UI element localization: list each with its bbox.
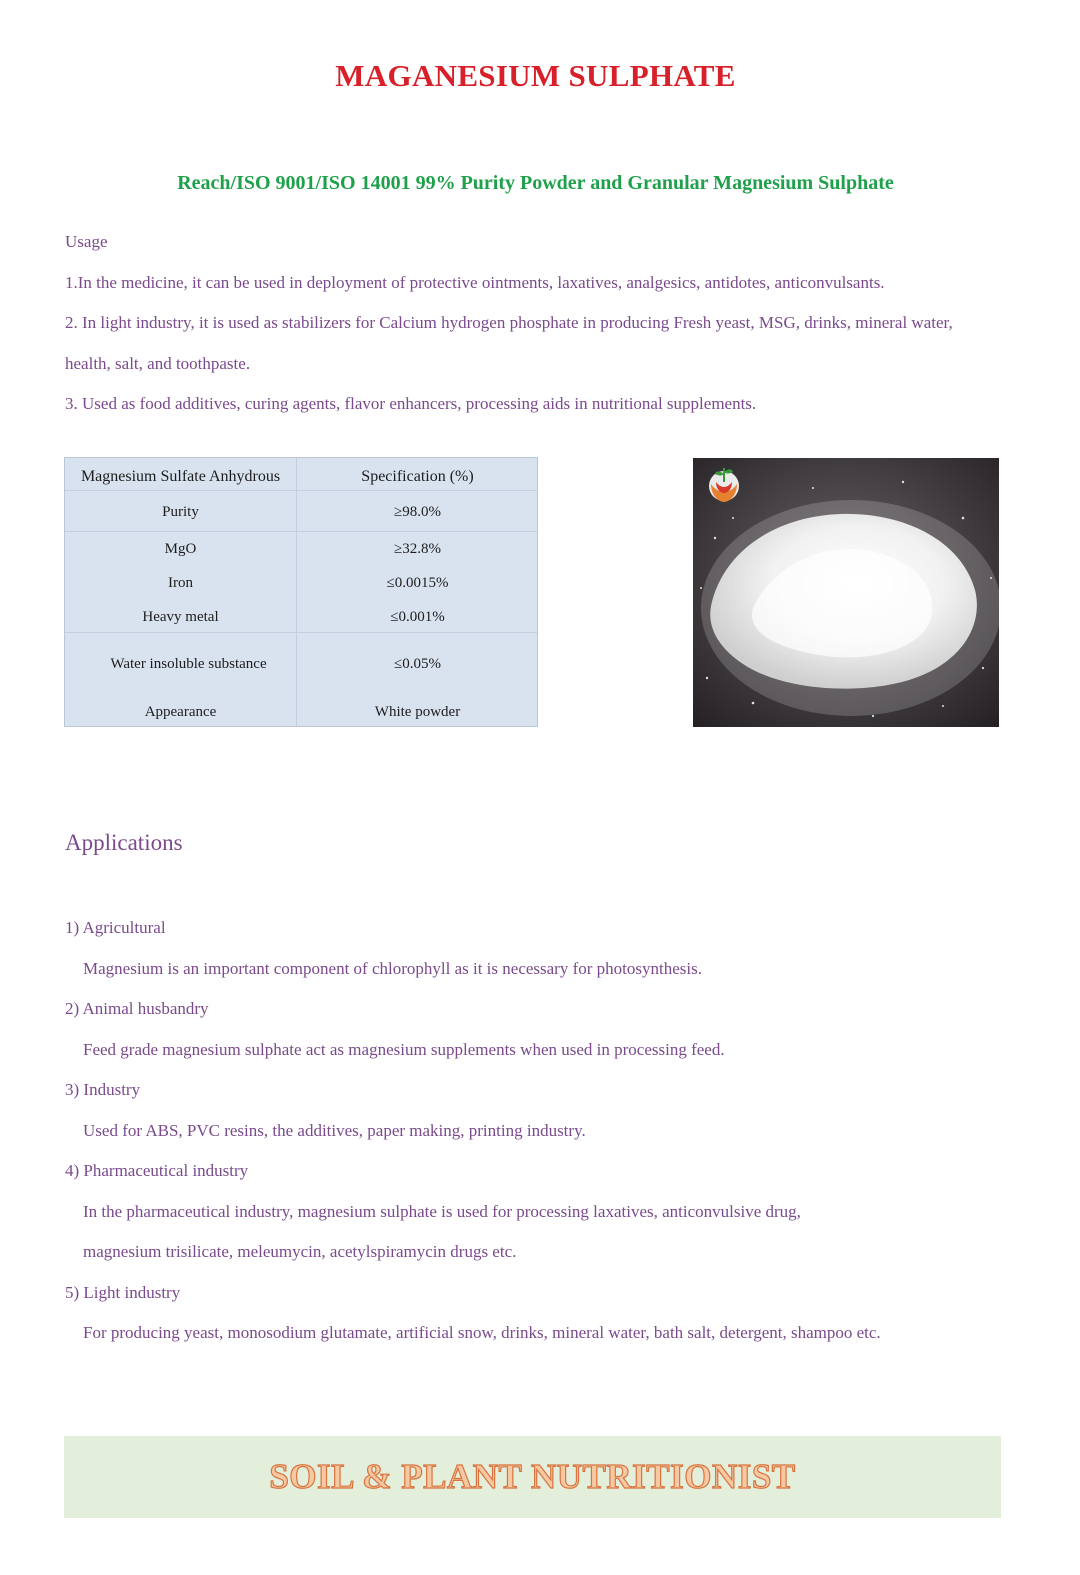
usage-heading: Usage (65, 232, 108, 251)
table-cell-value: White powder (374, 704, 461, 720)
table-cell-item: Iron (168, 575, 193, 591)
table-divider (65, 531, 537, 532)
table-cell-item: Appearance (144, 704, 217, 720)
table-cell-item: Heavy metal (142, 609, 219, 625)
table-header-product: Magnesium Sulfate Anhydrous (80, 468, 281, 485)
usage-line: 3. Used as food additives, curing agents, flavor enhancers, processing aids in nutritional supplements. (65, 394, 757, 413)
page-subtitle: Reach/ISO 9001/ISO 14001 99% Purity Powder and Granular Magnesium Sulphate (177, 172, 894, 194)
table-divider (65, 490, 537, 491)
table-cell-value: ≥32.8% (394, 541, 441, 557)
applications-list (65, 912, 1025, 1358)
table-header-spec: Specification (%) (361, 468, 474, 485)
usage-line: health, salt, and toothpaste. (65, 353, 251, 373)
application-title: 2) Animal husbandry (65, 999, 209, 1018)
footer-banner (64, 1436, 1001, 1518)
product-photo (693, 458, 999, 727)
table-cell-item: Purity (162, 504, 199, 520)
application-title: 3) Industry (65, 1080, 141, 1099)
usage-line: 2. In light industry, it is used as stabilizers for Calcium hydrogen phosphate in producing Fresh yeast, MSG, drinks, mineral water, (65, 313, 953, 332)
usage-line: 1.In the medicine, it can be used in deployment of protective ointments, laxatives, analgesics, antidotes, anticonvulsants. (65, 272, 885, 292)
applications-heading: Applications (65, 830, 183, 855)
table-cell-value: ≥98.0% (394, 504, 441, 520)
table-cell-value: ≤0.0015% (386, 575, 449, 591)
table-cell-item: Water insoluble substance (110, 656, 267, 672)
table-divider (65, 632, 537, 633)
application-title: 1) Agricultural (65, 918, 166, 937)
application-title: 4) Pharmaceutical industry (65, 1161, 249, 1180)
specification-table (64, 457, 538, 727)
table-cell-value: ≤0.05% (394, 656, 441, 672)
footer-slogan: SOIL & PLANT NUTRITIONIST (269, 1457, 796, 1496)
application-title: 5) Light industry (65, 1282, 181, 1302)
application-description: magnesium trisilicate, meleumycin, acetylspiramycin drugs etc. (83, 1242, 517, 1261)
application-description: Magnesium is an important component of chlorophyll as it is necessary for photosynthesis. (83, 958, 702, 978)
application-description: Used for ABS, PVC resins, the additives, paper making, printing industry. (83, 1120, 586, 1140)
table-cell-item: MgO (164, 541, 197, 557)
table-cell-value: ≤0.001% (390, 609, 445, 625)
usage-section (65, 226, 1025, 429)
page-title: MAGANESIUM SULPHATE (335, 58, 736, 93)
application-description: For producing yeast, monosodium glutamate, artificial snow, drinks, mineral water, bath salt, detergent, shampoo etc. (83, 1323, 881, 1342)
table-divider (296, 458, 297, 726)
application-description: In the pharmaceutical industry, magnesium sulphate is used for processing laxatives, anticonvulsive drug, (83, 1201, 801, 1221)
application-description: Feed grade magnesium sulphate act as magnesium supplements when used in processing feed. (83, 1039, 725, 1059)
